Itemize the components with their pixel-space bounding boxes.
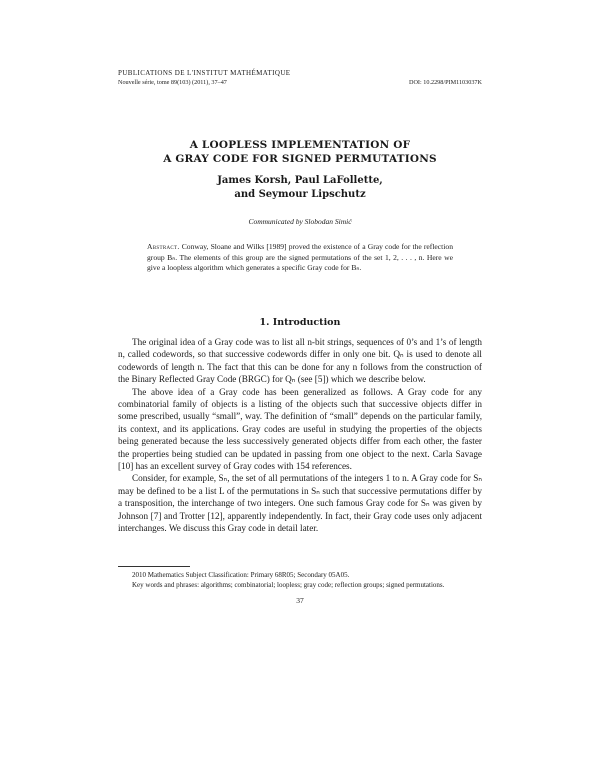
journal-volume: Nouvelle série, tome 89(103) (2011), 37–47 xyxy=(118,79,227,86)
abstract-label: Abstract. xyxy=(147,242,180,251)
abstract xyxy=(147,242,453,274)
section-body xyxy=(118,336,482,535)
paper-title xyxy=(118,138,482,166)
footnote-msc: 2010 Mathematics Subject Classification: Primary 68R05; Secondary 05A05. xyxy=(132,571,350,579)
footnote-keywords: Key words and phrases: algorithms; combinatorial; loopless; gray code; reflection groups; signed permutations. xyxy=(132,580,445,589)
footnote-rule xyxy=(118,566,190,567)
communicated-by: Communicated by Slobodan Simić xyxy=(248,217,352,226)
title-line-2: A GRAY CODE FOR SIGNED PERMUTATIONS xyxy=(163,153,437,165)
footnotes xyxy=(118,571,482,590)
paragraph: The above idea of a Gray code has been generalized as follows. A Gray code for any combinatorial family of objects is a listing of the objects such that successive objects differ in some prescribed, usually “small”, way. The definition of “small” depends on the particular family, its context, and its applications. Gray codes are useful in studying the properties of the objects being generated because the less successively generated objects differ from each other, the faster the properties being studied can be updated in passing from one object to the next. Carla Savage [10] has an excellent survey of Gray codes with 154 references. xyxy=(118,386,482,472)
section-heading: 1. Introduction xyxy=(259,317,341,328)
journal-name: PUBLICATIONS DE L'INSTITUT MATHÉMATIQUE xyxy=(118,69,291,77)
paragraph: The original idea of a Gray code was to list all n-bit strings, sequences of 0’s and 1’s of length n, called codewords, so that successive codewords differ in only one bit. Qₙ is used to denote all codewords of length n. The fact that this can be done for any n follows from the construction of the Binary Reflected Gray Code (BRGC) for Qₙ (see [5]) which we describe below. xyxy=(118,337,482,385)
paragraph: Consider, for example, Sₙ, the set of all permutations of the integers 1 to n. A Gray code for Sₙ may be defined to be a list L of the permutations in Sₙ such that successive permutations differ by a transposition, the interchange of two integers. One such famous Gray code for Sₙ was given by Johnson [7] and Trotter [12], apparently independently. In fact, their Gray code uses only adjacent interchanges. We discuss this Gray code in detail later. xyxy=(118,473,482,534)
authors-line-2: and Seymour Lipschutz xyxy=(234,189,366,200)
abstract-text: Conway, Sloane and Wilks [1989] proved the existence of a Gray code for the reflection group Bₙ. The elements of this group are the signed permutations of the set 1, 2, . . . , n. Here we give a loopless algorithm which generates a specific Gray code for Bₙ. xyxy=(147,242,453,273)
author-list xyxy=(118,174,482,202)
running-header xyxy=(118,69,482,86)
page-number: 37 xyxy=(296,596,304,605)
authors-line-1: James Korsh, Paul LaFollette, xyxy=(217,175,383,186)
doi: DOI: 10.2298/PIM1103037K xyxy=(409,79,482,86)
title-line-1: A LOOPLESS IMPLEMENTATION OF xyxy=(189,139,411,151)
